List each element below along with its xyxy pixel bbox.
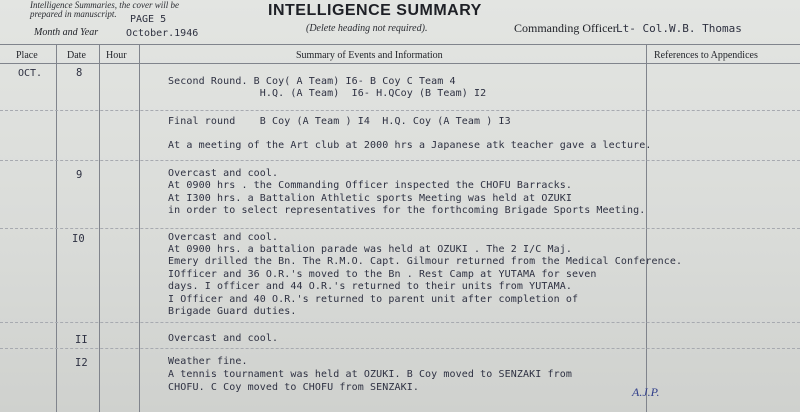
summary-line: A tennis tournament was held at OZUKI. B Coy moved to SENZAKI from [168, 369, 572, 380]
column-head-hour: Hour [106, 50, 127, 61]
summary-line: Second Round. B Coy( A Team) I6- B Coy C Team 4 [168, 76, 456, 87]
summary-line: Overcast and cool. [168, 232, 279, 243]
column-head-date: Date [67, 50, 86, 61]
summary-line: IOfficer and 36 O.R.'s moved to the Bn . Rest Camp at YUTAMA for seven [168, 269, 597, 280]
summary-line: days. I officer and 44 O.R.'s returned to their units from YUTAMA. [168, 281, 572, 292]
summary-line: Overcast and cool. [168, 168, 279, 179]
page-number: PAGE 5 [130, 14, 167, 25]
summary-line: Overcast and cool. [168, 333, 279, 344]
summary-line: At 0900 hrs. a battalion parade was held at OZUKI . The 2 I/C Maj. [168, 244, 572, 255]
ruled-line [0, 160, 800, 161]
handwritten-initials: A.J.P. [632, 385, 660, 399]
commanding-officer-value: Lt- Col.W.B. Thomas [616, 22, 742, 35]
summary-line: H.Q. (A Team) I6- H.QCoy (B Team) I2 [168, 88, 487, 99]
summary-line: I Officer and 40 O.R.'s returned to parent unit after completion of [168, 294, 579, 305]
ruled-line [0, 228, 800, 229]
column-head-references: References to Appendices [654, 50, 758, 61]
table-top-rule [0, 44, 800, 45]
summary-line: At 0900 hrs . the Commanding Officer inspected the CHOFU Barracks. [168, 180, 572, 191]
summary-line: At I300 hrs. a Battalion Athletic sports Meeting was held at OZUKI [168, 193, 572, 204]
ruled-line [0, 348, 800, 349]
summary-line: in order to select representatives for the forthcoming Brigade Sports Meeting. [168, 205, 646, 216]
document-subtitle: (Delete heading not required). [306, 23, 428, 34]
place-value: OCT. [18, 68, 43, 79]
summary-line: Weather fine. [168, 356, 248, 367]
month-year-value: October.1946 [126, 28, 199, 39]
entry-date: I2 [75, 357, 88, 369]
entry-date: 8 [76, 67, 83, 79]
entry-date: II [75, 334, 88, 346]
instructions-line-2: prepared in manuscript. [30, 9, 117, 19]
summary-line: CHOFU. C Coy moved to CHOFU from SENZAKI. [168, 382, 419, 393]
ruled-line [0, 110, 800, 111]
instructions-line-1: Intelligence Summaries, the cover will be [30, 0, 179, 10]
summary-line: At a meeting of the Art club at 2000 hrs a Japanese atk teacher gave a lecture. [168, 140, 652, 151]
commanding-officer-label: Commanding Officer [514, 21, 617, 35]
month-year-label: Month and Year [34, 27, 99, 38]
entry-date: 9 [76, 169, 83, 181]
column-head-place: Place [16, 50, 38, 61]
ruled-line [0, 322, 800, 323]
summary-line: Final round B Coy (A Team ) I4 H.Q. Coy (A Team ) I3 [168, 116, 511, 127]
table-header-rule [0, 63, 800, 64]
column-head-summary: Summary of Events and Information [296, 50, 443, 61]
entry-date: I0 [72, 233, 85, 245]
summary-line: Brigade Guard duties. [168, 306, 297, 317]
document-title: INTELLIGENCE SUMMARY [268, 2, 482, 19]
summary-line: Emery drilled the Bn. The R.M.O. Capt. Gilmour returned from the Medical Conference. [168, 256, 683, 267]
